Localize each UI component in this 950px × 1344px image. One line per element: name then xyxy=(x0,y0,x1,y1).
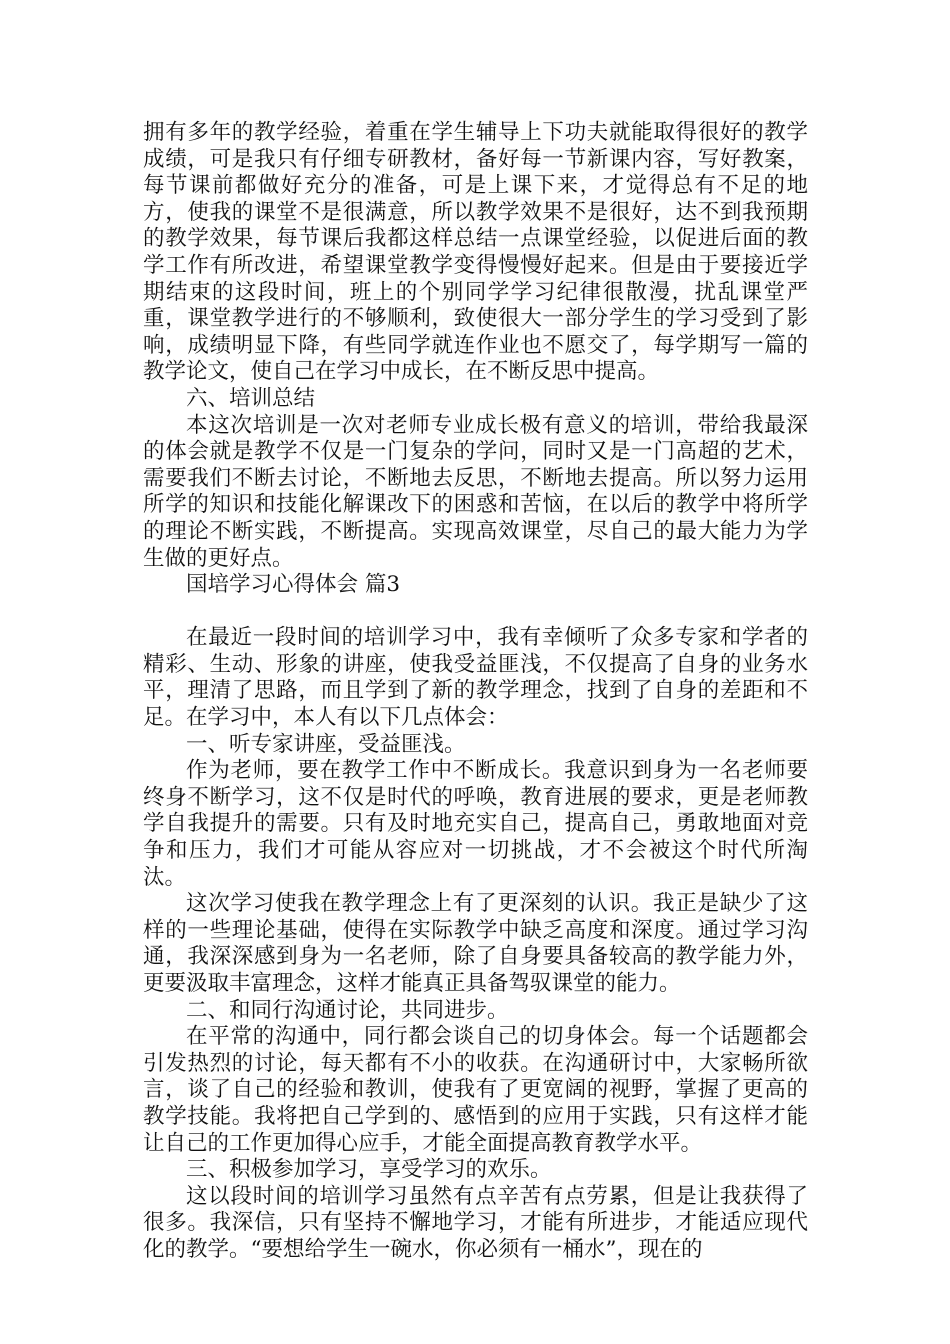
section-heading-active-learning: 三、积极参加学习，享受学习的欢乐。 xyxy=(186,1157,552,1183)
paragraph-peer-discussion: 在平常的沟通中，同行都会谈自己的切身体会。每一个话题都会引发热烈的讨论，每天都有不小的收获。在沟通研讨中，大家畅所欲言，谈了自己的经验和教训，使我有了更宽阔的视野，掌握了更高的教学技能。我将把自己学到的、感悟到的应用于实践，只有这样才能让自己的工作更加得心应手，才能全面提高教育教学水平。 xyxy=(143,1024,808,1156)
section-heading-training-summary: 六、培训总结 xyxy=(186,385,316,411)
section-heading-peer-discussion: 二、和同行沟通讨论，共同进步。 xyxy=(186,997,509,1023)
paragraph-continuation: 拥有多年的教学经验，着重在学生辅导上下功夫就能取得很好的教学成绩，可是我只有仔细专研教材，备好每一节新课内容，写好教案，每节课前都做好充分的准备，可是上课下来，才觉得总有不足的地方，使我的课堂不是很满意，所以教学效果不是很好，达不到我预期的教学效果，每节课后我都这样总结一点课堂经验，以促进后面的教学工作有所改进，希望课堂教学变得慢慢好起来。但是由于要接近学期结束的这段时间，班上的个别同学学习纪律很散漫，扰乱课堂严重，课堂教学进行的不够顺利，致使很大一部分学生的学习受到了影响，成绩明显下降，有些同学就连作业也不愿交了，每学期写一篇的教学论文，使自己在学习中成长，在不断反思中提高。 xyxy=(143,120,808,385)
paragraph-teacher-growth: 作为老师，要在教学工作中不断成长。我意识到身为一名老师要终身不断学习，这不仅是时代的呼唤，教育进展的要求，更是老师教学自我提升的需要。只有及时地充实自己，提高自己，勇敢地面对竞争和压力，我们才可能从容应对一切挑战，才不会被这个时代所淘汰。 xyxy=(143,758,808,890)
article-title: 国培学习心得体会 篇3 xyxy=(186,572,401,598)
paragraph-intro: 在最近一段时间的培训学习中，我有幸倾听了众多专家和学者的精彩、生动、形象的讲座，使我受益匪浅，不仅提高了自身的业务水平，理清了思路，而且学到了新的教学理念，找到了自身的差距和不足。在学习中，本人有以下几点体会： xyxy=(143,625,808,731)
blank-line xyxy=(143,599,808,626)
paragraph-teaching-concepts: 这次学习使我在教学理念上有了更深刻的认识。我正是缺少了这样的一些理论基础，使得在实际教学中缺乏高度和深度。通过学习沟通，我深深感到身为一名老师，除了自身要具备较高的教学能力外，更要汲取丰富理念，这样才能真正具备驾驭课堂的能力。 xyxy=(143,891,808,996)
section-heading-expert-lectures: 一、听专家讲座，受益匪浅。 xyxy=(186,731,466,757)
paragraph-training-summary: 本这次培训是一次对老师专业成长极有意义的培训，带给我最深的体会就是教学不仅是一门复杂的学问，同时又是一门高超的艺术，需要我们不断去讨论，不断地去反思，不断地去提高。所以努力运用所学的知识和技能化解课改下的困惑和苦恼，在以后的教学中将所学的理论不断实践，不断提高。实现高效课堂，尽自己的最大能力为学生做的更好点。 xyxy=(143,412,808,571)
paragraph-active-learning: 这以段时间的培训学习虽然有点辛苦有点劳累，但是让我获得了很多。我深信，只有坚持不懈地学习，才能有所进步，才能适应现代化的教学。“要想给学生一碗水，你必须有一桶水”，现在的 xyxy=(143,1183,808,1262)
document-page xyxy=(143,120,808,1264)
